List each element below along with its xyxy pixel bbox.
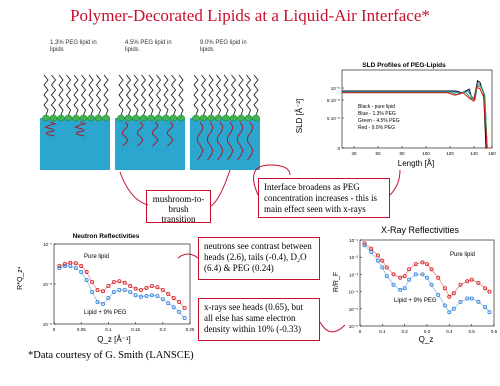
panel-caption-2: 4.5% PEG lipid in lipids (125, 40, 172, 53)
xray-y-tick-label: 10⁻² (349, 255, 358, 261)
connector-sld (390, 170, 400, 195)
xray-x-tick-label: 0.5 (468, 329, 475, 334)
xray-y-tick-label: 10⁻⁵ (348, 306, 358, 312)
xray-y-tick-label: 10⁻³ (349, 272, 358, 278)
sld-legend-entry: Green - 4.5% PEG (358, 118, 400, 124)
xray-chart (330, 222, 498, 346)
panel-caption-1: 1.3% PEG lipid in lipids (50, 40, 97, 53)
xray-data-point (488, 311, 491, 314)
footer-credit: *Data courtesy of G. Smith (LANSCE) (28, 350, 194, 361)
sld-y-label: SLD [Å⁻²] (295, 98, 304, 134)
sld-x-tick-label: 120 (446, 151, 454, 156)
sld-y-tick-label: 0 (337, 146, 340, 151)
neutron-annotation-peg: Lipid + 9% PEG (84, 310, 127, 316)
connector-mushroom (120, 172, 148, 205)
sld-legend-entry: Black - pure lipid (358, 104, 395, 110)
mushroom-callout: mushroom-to-brush transition (146, 190, 211, 223)
neutron-x-tick-label: 0.05 (76, 327, 86, 332)
xray-x-tick-label: 0.3 (423, 329, 431, 334)
connector-interface (254, 165, 290, 195)
sld-chart-title: SLD Profiles of PEG-Lipids (362, 62, 446, 69)
xrays-callout: x-rays see heads (0.65), but all else has same electron density within 10% (-0.33) (198, 298, 320, 341)
neutrons-callout: neutrons see contrast between heads (2.6), tails (-0.4), D₂O (6.4) & PEG (0.24) (198, 237, 320, 280)
sld-x-tick-label: 40 (351, 151, 357, 156)
xray-data-point (488, 290, 491, 293)
neutron-x-tick-label: 0.2 (159, 327, 166, 332)
xray-x-tick-label: 0 (358, 329, 362, 334)
neutron-annotation-pure: Pure lipid (84, 254, 110, 260)
xray-annotation-pure: Pure lipid (450, 252, 476, 258)
xray-y-tick-label: 10⁻⁴ (348, 289, 358, 295)
sld-x-label: Length [Å] (397, 159, 435, 168)
neutron-x-label: Q_z [Å⁻¹] (97, 335, 131, 344)
neutron-x-tick-label: 0 (52, 327, 56, 332)
xray-x-tick-label: 0.6 (490, 329, 498, 334)
xray-chart-title: X-Ray Reflectivities (380, 225, 460, 235)
xray-y-tick-label: 10⁻¹ (349, 238, 358, 243)
xray-y-tick-label: 10⁻⁶ (348, 324, 358, 329)
xray-y-label: R/R_F (333, 271, 340, 293)
xray-x-tick-label: 0.1 (379, 329, 386, 334)
connector-mushroom-right (211, 170, 230, 206)
neutron-x-tick-label: 0.15 (131, 327, 140, 332)
sld-y-tick-label: 10⁻⁵ (330, 86, 340, 91)
sld-y-tick-label: 8 10⁻⁶ (327, 98, 340, 103)
sld-x-tick-label: 100 (422, 151, 430, 156)
neutron-y-tick-label: 10⁻⁹ (42, 322, 52, 327)
xray-x-label: Q_z (418, 335, 434, 344)
neutron-y-tick-label: 10⁻⁷ (42, 242, 52, 247)
neutron-y-tick-label: 10⁻⁸ (42, 282, 52, 287)
sld-x-tick-label: 60 (375, 151, 381, 156)
xray-x-tick-label: 0.4 (446, 329, 453, 334)
xray-annotation-peg: Lipid + 9% PEG (394, 298, 437, 304)
neutron-chart-title: Neutron Reflectivities (72, 233, 140, 240)
sld-y-tick-label: 5 10⁻⁶ (327, 116, 340, 121)
interface-callout: Interface broadens as PEG concentration increases - this is main effect seen with x-rays (258, 178, 390, 218)
xray-x-tick-label: 0.2 (401, 329, 408, 334)
sld-legend-entry: Red - 9.0% PEG (358, 125, 395, 131)
neutron-x-tick-label: 0.1 (105, 327, 112, 332)
neutron-y-label: R*Q_z⁴ (17, 266, 24, 290)
sld-legend-entry: Blue - 1.3% PEG (358, 111, 396, 117)
sld-x-tick-label: 160 (488, 151, 496, 156)
panel-caption-3: 9.0% PEG lipid in lipids (200, 40, 247, 53)
slide-title: Polymer-Decorated Lipids at a Liquid-Air Interface* (70, 6, 430, 25)
sld-x-tick-label: 140 (470, 151, 478, 156)
neutron-chart (14, 228, 194, 346)
sld-x-tick-label: 80 (399, 151, 405, 156)
neutron-x-tick-label: 0.25 (185, 327, 195, 332)
